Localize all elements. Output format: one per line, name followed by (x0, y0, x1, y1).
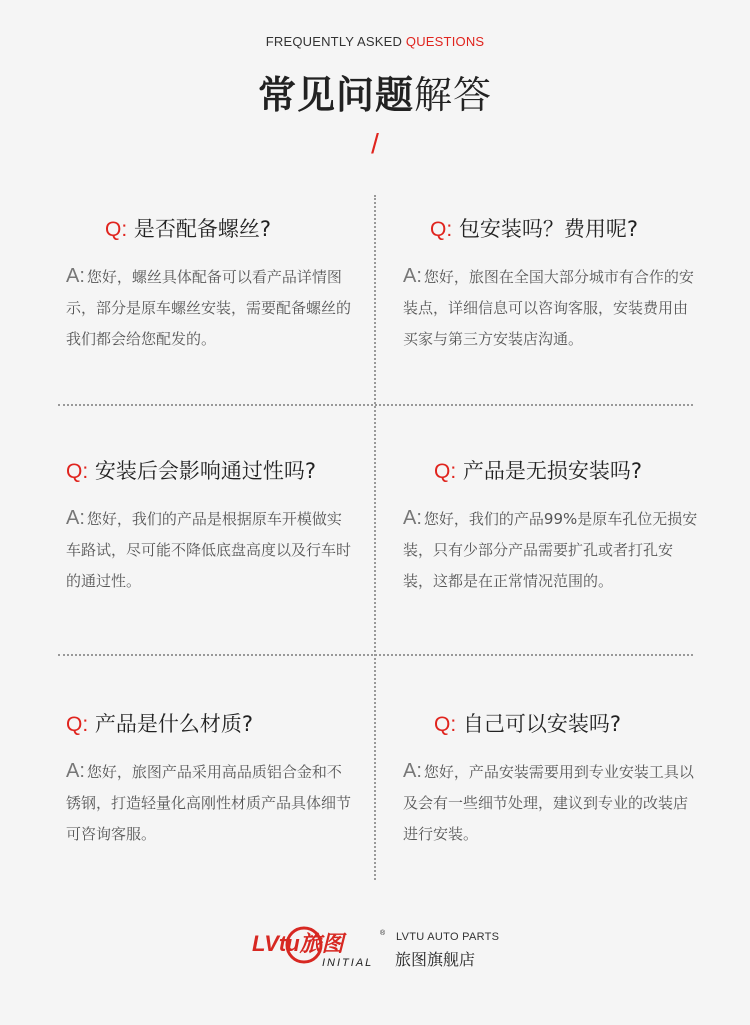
faq-answer (66, 261, 356, 355)
faq-item (105, 215, 355, 244)
answer-text: 您好，旅图在全国大部分城市有合作的安装点，详细信息可以咨询客服，安装费用由买家与第三方安装店沟通。 (403, 268, 694, 348)
faq-item (430, 215, 690, 244)
question-text: 产品是无损安装吗? (462, 459, 643, 483)
faq-item (434, 710, 694, 739)
answer-text: 您好，我们的产品99%是原车孔位无损安装，只有少部分产品需要扩孔或者打孔安装，这都是在正常情况范围的。 (403, 510, 698, 590)
eyebrow-text (0, 34, 750, 49)
q-mark: Q: (66, 713, 89, 736)
q-mark: Q: (434, 460, 457, 483)
question-text: 包安装吗？费用呢? (458, 217, 639, 241)
answer-text: 您好，螺丝具体配备可以看产品详情图示，部分是原车螺丝安装，需要配备螺丝的我们都会给您配发的。 (66, 268, 352, 348)
eyebrow-accent: QUESTIONS (405, 34, 485, 49)
logo-text: LVtu旅图 (252, 931, 344, 956)
a-mark: A: (403, 265, 422, 287)
faq-answer (66, 503, 356, 597)
faq-question (66, 710, 356, 739)
faq-question (434, 457, 694, 486)
question-text: 产品是什么材质? (94, 712, 254, 736)
q-mark: Q: (66, 460, 89, 483)
a-mark: A: (66, 760, 85, 782)
page-title (0, 64, 750, 119)
faq-item (66, 457, 366, 486)
faq-answer (66, 756, 356, 850)
brand-english: LVTU AUTO PARTS (396, 931, 500, 943)
vertical-divider (374, 195, 376, 880)
question-text: 是否配备螺丝? (133, 217, 272, 241)
faq-answer (403, 756, 698, 850)
faq-item (434, 457, 694, 486)
faq-question (66, 457, 366, 486)
q-mark: Q: (105, 218, 128, 241)
faq-question (434, 710, 694, 739)
faq-question (105, 215, 355, 244)
slash-divider: / (371, 128, 379, 159)
brand-chinese: 旅图旗舰店 (395, 950, 476, 969)
a-mark: A: (66, 507, 85, 529)
a-mark: A: (66, 265, 85, 287)
faq-answer (403, 503, 698, 597)
q-mark: Q: (430, 218, 453, 241)
answer-text: 您好，产品安装需要用到专业安装工具以及会有一些细节处理，建议到专业的改装店进行安装。 (403, 763, 694, 843)
faq-item (66, 710, 356, 739)
brand-logo (252, 925, 387, 969)
title-light: 解答 (414, 73, 493, 117)
logo-sub: INITIAL (322, 957, 374, 969)
answer-text: 您好，我们的产品是根据原车开模做实车路试，尽可能不降低底盘高度以及行车时的通过性。 (66, 510, 352, 590)
question-text: 安装后会影响通过性吗? (94, 459, 317, 483)
answer-text: 您好，旅图产品采用高品质铝合金和不锈钢，打造轻量化高刚性材质产品具体细节可咨询客服。 (66, 763, 352, 843)
eyebrow-main: FREQUENTLY ASKED (265, 34, 406, 49)
faq-answer (403, 261, 698, 355)
title-bold: 常见问题 (257, 73, 414, 117)
horizontal-divider (58, 654, 693, 656)
logo-reg: ® (380, 930, 386, 937)
a-mark: A: (403, 507, 422, 529)
faq-question (430, 215, 690, 244)
question-text: 自己可以安装吗? (462, 712, 622, 736)
q-mark: Q: (434, 713, 457, 736)
horizontal-divider (58, 404, 693, 406)
footer (0, 925, 750, 975)
a-mark: A: (403, 760, 422, 782)
